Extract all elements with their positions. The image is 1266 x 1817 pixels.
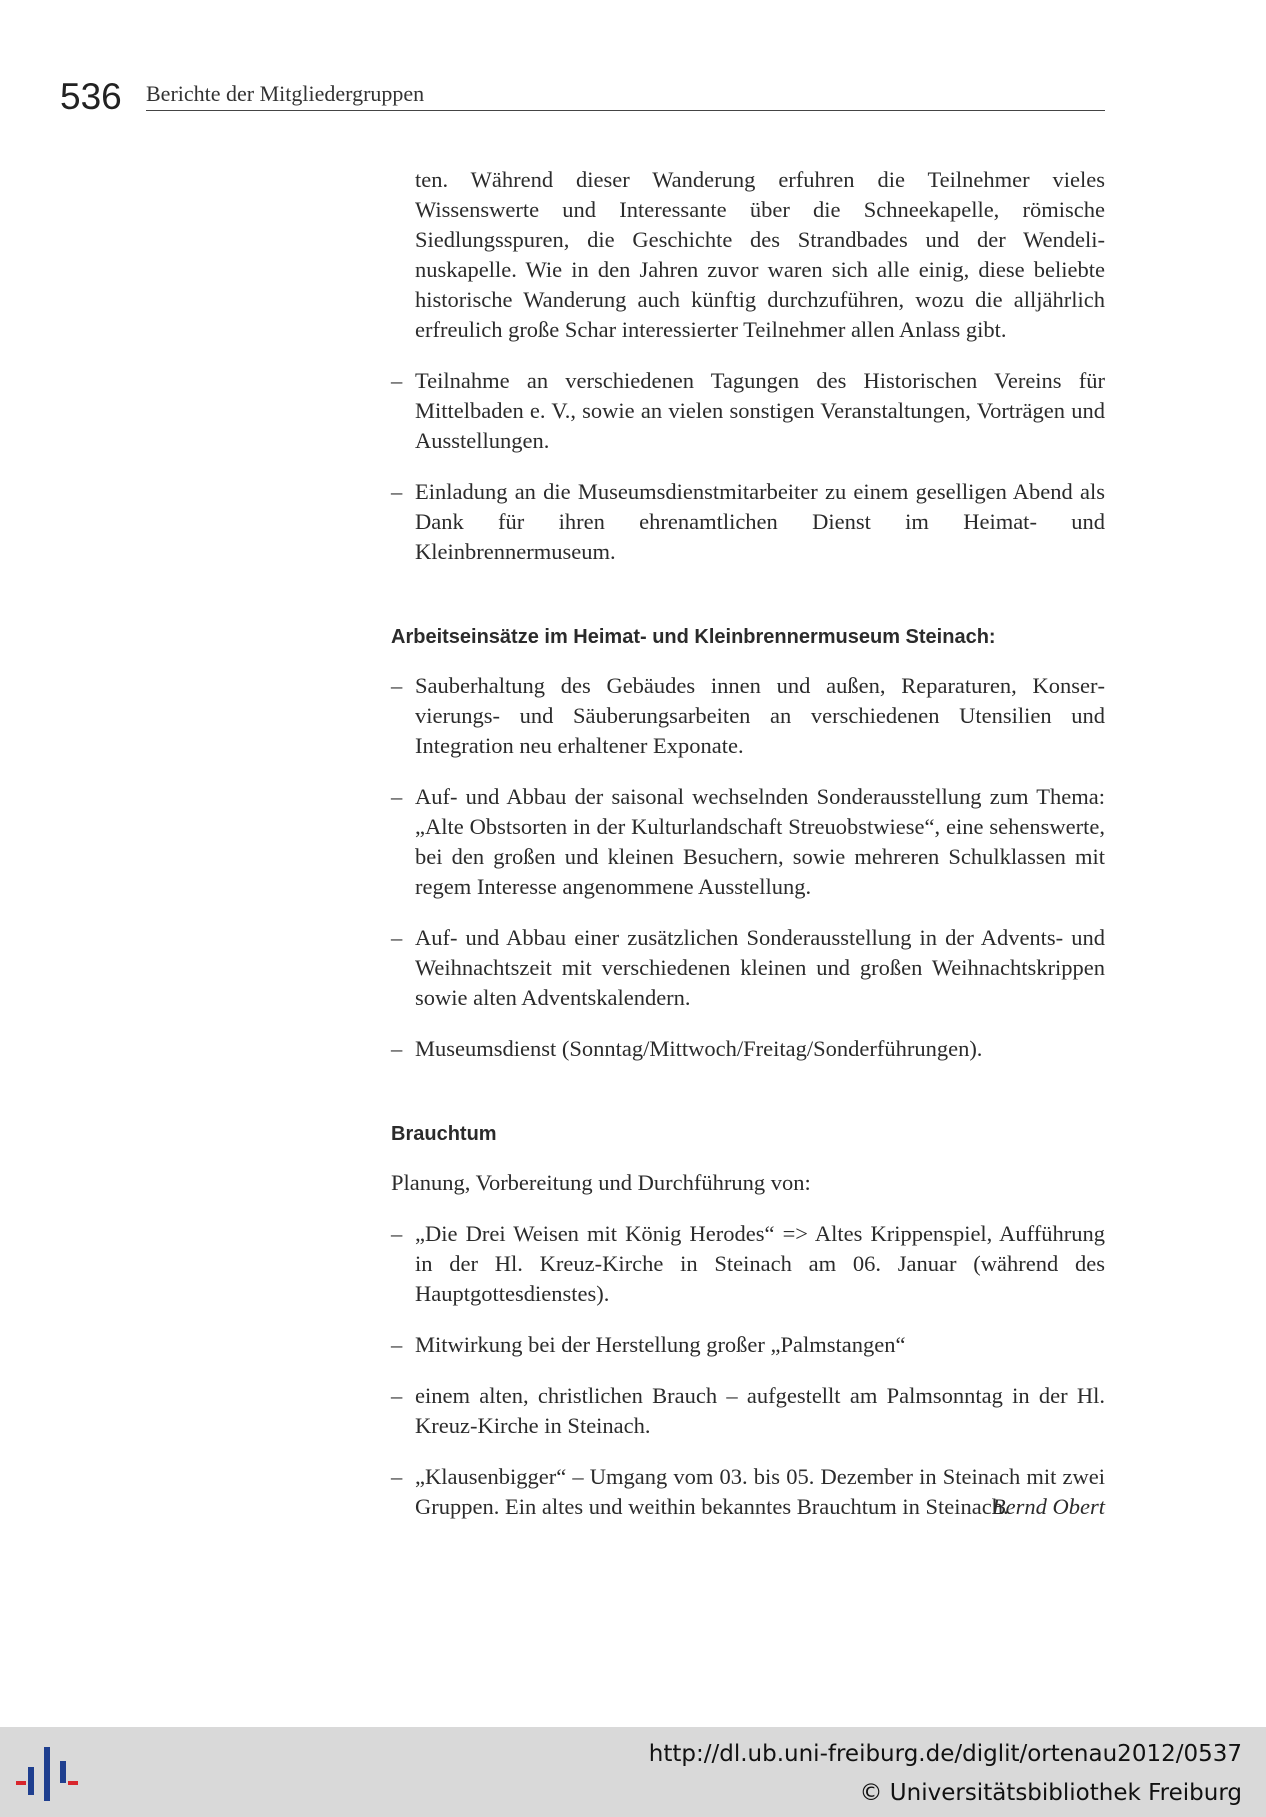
museum-list — [391, 671, 1105, 1064]
intro-paragraph: ten. Während dieser Wanderung erfuhren die Teilnehmer vieles Wissenswerte und Interessante über die Schneekapelle, römische Siedlungsspuren, die Geschichte des Strandbades und der Wendelinuskapelle. Wie in den Jahren zuvor waren sich alle einig, diese beliebte historische Wanderung auch künftig durchzuführen, wozu die alljährlich erfreulich große Schar interessierter Teilnehmer allen Anlass gibt. — [415, 167, 1105, 342]
list-dash: – — [391, 479, 403, 504]
list-dash: – — [391, 1383, 403, 1408]
list-dash: – — [391, 368, 403, 393]
list-item-text: Einladung an die Museumsdienstmitarbeiter zu einem geselligen Abend als Dank für ihren ehrenamtlichen Dienst im Heimat- und Kleinbrennermuseum. — [415, 479, 1105, 564]
list-item — [391, 1462, 1105, 1522]
list-item — [391, 1034, 1105, 1064]
list-item-text: Sauberhaltung des Gebäudes innen und außen, Reparaturen, Konservierungs- und Säuberungsarbeiten an verschiedenen Utensilien und Integration neu erhaltener Exponate. — [415, 673, 1105, 758]
footer-bar — [0, 1727, 1266, 1817]
list-item — [391, 477, 1105, 567]
brauchtum-intro: Planung, Vorbereitung und Durchführung von: — [391, 1170, 811, 1195]
logo-bar-left — [28, 1767, 34, 1795]
list-item-text: „Klausenbigger“ – Umgang vom 03. bis 05. Dezember in Steinach mit zwei Gruppen. Ein altes und weithin bekanntes Brauchtum in Steinach. — [415, 1464, 1105, 1519]
list-item — [391, 1330, 1105, 1360]
section-heading-brauchtum: Brauchtum — [391, 1123, 497, 1145]
list-item — [391, 366, 1105, 456]
list-dash: – — [391, 1332, 403, 1357]
running-title: Berichte der Mitgliedergruppen — [146, 81, 425, 106]
author-signature: Bernd Obert — [991, 1494, 1105, 1519]
list-dash: – — [391, 1036, 403, 1061]
list-dash: – — [391, 673, 403, 698]
list-dash: – — [391, 1464, 403, 1489]
copyright-notice: © Universitätsbibliothek Freiburg — [859, 1780, 1242, 1806]
list-item-text: Museumsdienst (Sonntag/Mittwoch/Freitag/Sonderführungen). — [415, 1036, 983, 1061]
list-item-text: Teilnahme an verschiedenen Tagungen des Historischen Vereins für Mittelbaden e. V., sowie an vielen sonstigen Veranstaltungen, Vorträgen und Ausstellungen. — [415, 368, 1105, 453]
list-item-text: einem alten, christlichen Brauch – aufgestellt am Palmsonntag in der Hl. Kreuz-Kirche in Steinach. — [415, 1383, 1105, 1438]
list-item-text: Auf- und Abbau der saisonal wechselnden Sonderausstellung zum Thema: „Alte Obstsorten in der Kulturlandschaft Streuobstwiese“, eine sehenswerte, bei den großen und kleinen Besuchern, sowie mehreren Schulklassen mit regem Interesse angenommene Ausstellung. — [415, 784, 1105, 899]
logo-bar-right — [60, 1761, 66, 1783]
header-rule — [146, 110, 1105, 111]
article-body — [391, 165, 1105, 1522]
list-dash: – — [391, 1221, 403, 1246]
list-item — [391, 923, 1105, 1013]
list-item-text: Auf- und Abbau einer zusätzlichen Sonderausstellung in der Advents- und Weihnachtszeit mit verschiedenen kleinen und großen Weihnachtskrippen sowie alten Adventskalendern. — [415, 925, 1105, 1010]
list-dash: – — [391, 925, 403, 950]
list-item-text: „Die Drei Weisen mit König Herodes“ => Altes Krippenspiel, Aufführung in der Hl. Kreuz-Kirche in Steinach am 06. Januar (während des Hauptgottesdienstes). — [415, 1221, 1105, 1306]
list-item-text: Mitwirkung bei der Herstellung großer „Palmstangen“ — [415, 1332, 906, 1357]
list-item — [391, 1381, 1105, 1441]
activities-list — [391, 366, 1105, 567]
logo-red-left — [16, 1781, 26, 1785]
university-library-logo-icon — [14, 1741, 84, 1805]
list-item — [391, 671, 1105, 761]
page-number: 536 — [60, 76, 122, 117]
logo-bar-center — [44, 1747, 50, 1801]
logo-red-right — [68, 1781, 78, 1785]
list-dash: – — [391, 784, 403, 809]
brauchtum-list — [391, 1219, 1105, 1522]
source-url-link[interactable]: http://dl.ub.uni-freiburg.de/diglit/ortenau2012/0537 — [648, 1741, 1242, 1767]
list-item — [391, 782, 1105, 902]
section-heading-museum: Arbeitseinsätze im Heimat- und Kleinbrennermuseum Steinach: — [391, 626, 996, 648]
list-item — [391, 1219, 1105, 1309]
